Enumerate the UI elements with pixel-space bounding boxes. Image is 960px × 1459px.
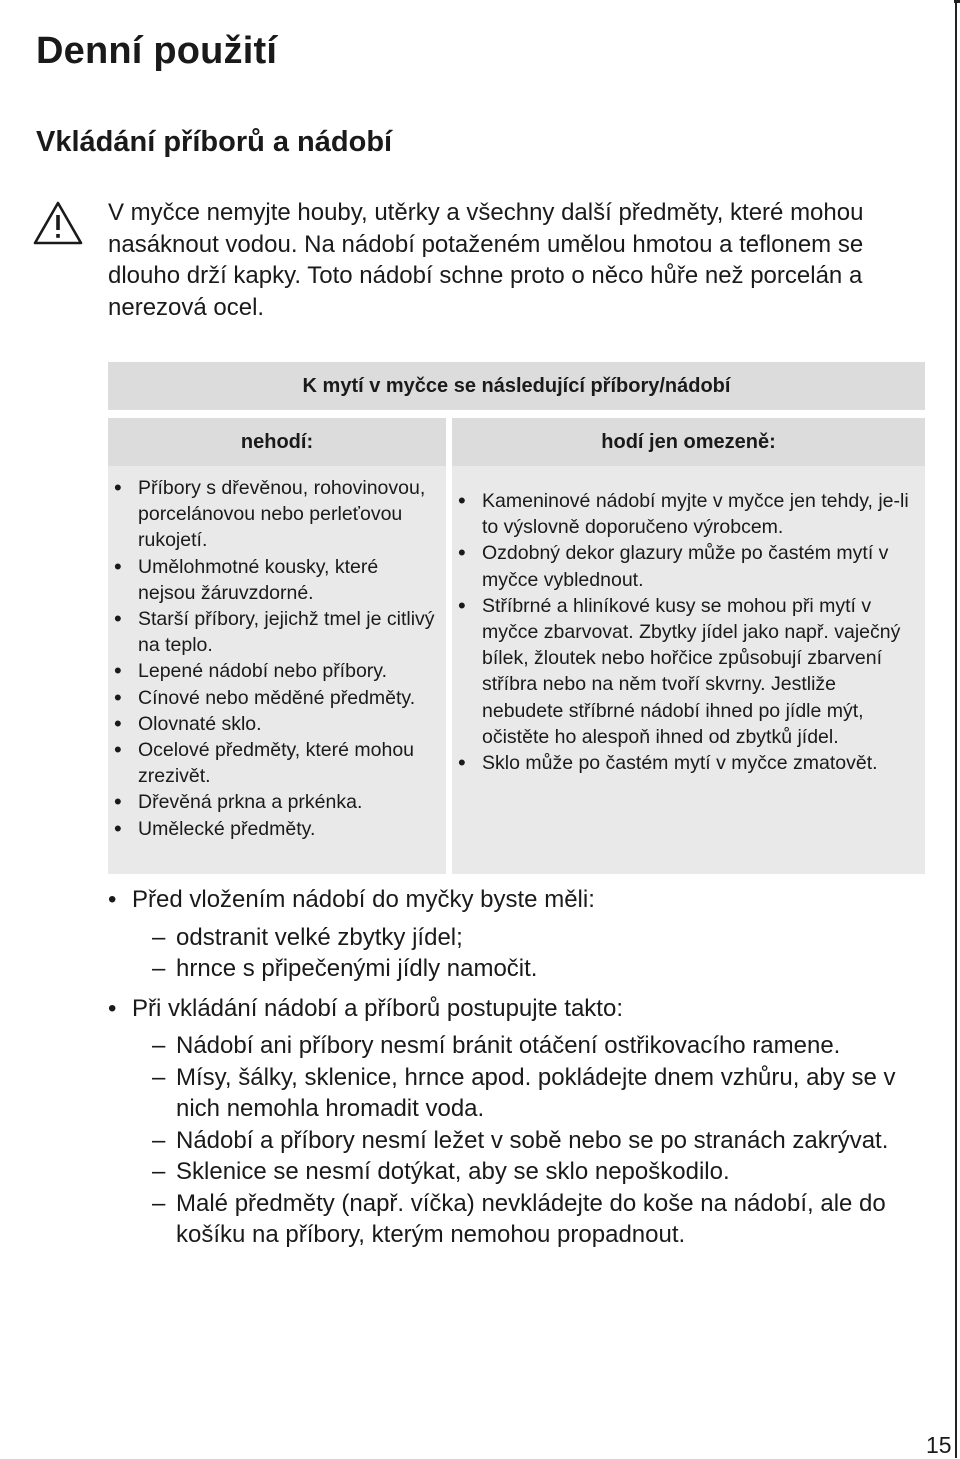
warning-text: V myčce nemyjte houby, utěrky a všechny další předměty, které mohou nasáknout vodou. Na nádobí potaženém umělou hmotou a teflonem se dlouho drží kapky. Toto nádobí schne proto o něco hůře než porcelán a nerezová ocel. xyxy=(108,199,864,321)
instruction-subitem-text: hrnce s připečenými jídly namočit. xyxy=(176,955,538,982)
list-item: • Příbory s dřevěnou, rohovinovou, porcelánovou nebo perleťovou rukojetí. xyxy=(108,475,440,554)
list-item: • Cínové nebo měděné předměty. xyxy=(108,685,440,711)
page-edge-rule xyxy=(955,0,957,1458)
table-header-limited: hodí jen omezeně: xyxy=(452,418,925,466)
instruction-subitem xyxy=(132,922,928,954)
instruction-subitem xyxy=(132,1156,928,1188)
instruction-subitem-text: odstranit velké zbytky jídel; xyxy=(176,923,463,951)
instruction-subitem-text: Mísy, šálky, sklenice, hrnce apod. pokládejte dnem vzhůru, aby se v nich nemohla hromadit voda. xyxy=(176,1063,896,1122)
instruction-subitem xyxy=(132,1030,928,1062)
bullet-icon: • xyxy=(108,886,117,913)
instruction-step xyxy=(108,993,928,1251)
loading-instructions xyxy=(108,884,928,1251)
list-item: • Sklo může po častém mytí v myčce zmatovět. xyxy=(452,750,922,776)
list-item: • Stříbrné a hliníkové kusy se mohou při mytí v myčce zbarvovat. Zbytky jídel jako např. vaječný bílek, žloutek nebo hořčice způsobují zbarvení stříbra nebo na něm tvoří skvrny. Jestliže nebudete stříbrné nádobí ihned po jídle mýt, očistěte ho alespoň ihned od zbytků jídel. xyxy=(452,593,922,750)
list-item: • Olovnaté sklo. xyxy=(108,711,440,737)
instruction-subitem xyxy=(132,1188,928,1251)
list-item: • Ocelové předměty, které mohou zrezivět. xyxy=(108,737,440,789)
page-corner-mark xyxy=(954,0,960,3)
dash-icon: – xyxy=(152,1063,166,1091)
dash-icon: – xyxy=(152,1189,166,1217)
dash-icon: – xyxy=(152,1032,166,1059)
instruction-subitem-text: Malé předměty (např. víčka) nevkládejte do koše na nádobí, ale do košíku na příbory, kterým nemohou propadnout. xyxy=(176,1189,886,1248)
bullet-icon: • xyxy=(108,994,117,1022)
list-item: • Kameninové nádobí myjte v myčce jen tehdy, je-li to výslovně doporučeno výrobcem. xyxy=(452,488,922,540)
instruction-subitem xyxy=(132,1062,928,1125)
list-item: • Ozdobný dekor glazury může po častém mytí v myčce vyblednout. xyxy=(452,540,922,592)
instruction-subitem-text: Nádobí ani příbory nesmí bránit otáčení ostřikovacího ramene. xyxy=(176,1032,841,1059)
list-item: • Lepené nádobí nebo příbory. xyxy=(108,658,440,684)
limited-items-list xyxy=(452,488,922,776)
instruction-subitem-text: Sklenice se nesmí dotýkat, aby se sklo nepoškodilo. xyxy=(176,1158,730,1185)
dash-icon: – xyxy=(152,1126,166,1154)
table-title: K mytí v myčce se následující příbory/nádobí xyxy=(108,362,925,410)
dash-icon: – xyxy=(152,1158,166,1185)
list-item: • Starší příbory, jejichž tmel je citlivý na teplo. xyxy=(108,606,440,658)
instruction-step xyxy=(108,884,928,985)
instruction-step-text: Před vložením nádobí do myčky byste měli: xyxy=(132,886,595,913)
dash-icon: – xyxy=(152,955,166,982)
warning-triangle-icon xyxy=(32,200,84,246)
table-column-limited xyxy=(452,466,925,874)
instruction-subitem xyxy=(132,1125,928,1157)
list-item: • Umělohmotné kousky, které nejsou žáruvzdorné. xyxy=(108,554,440,606)
page-title: Denní použití xyxy=(36,30,278,72)
instruction-subitem xyxy=(132,953,928,985)
table-column-unsuitable xyxy=(108,466,446,874)
dash-icon: – xyxy=(152,923,166,951)
instruction-step-text: Při vkládání nádobí a příborů postupujte takto: xyxy=(132,994,623,1022)
instruction-subitem-text: Nádobí a příbory nesmí ležet v sobě nebo se po stranách zakrývat. xyxy=(176,1126,889,1154)
list-item: • Umělecké předměty. xyxy=(108,816,440,842)
page-number: 15 xyxy=(926,1432,952,1458)
list-item: • Dřevěná prkna a prkénka. xyxy=(108,789,440,815)
section-title: Vkládání příborů a nádobí xyxy=(36,126,393,158)
table-header-unsuitable: nehodí: xyxy=(108,418,446,466)
unsuitable-items-list xyxy=(108,475,440,842)
